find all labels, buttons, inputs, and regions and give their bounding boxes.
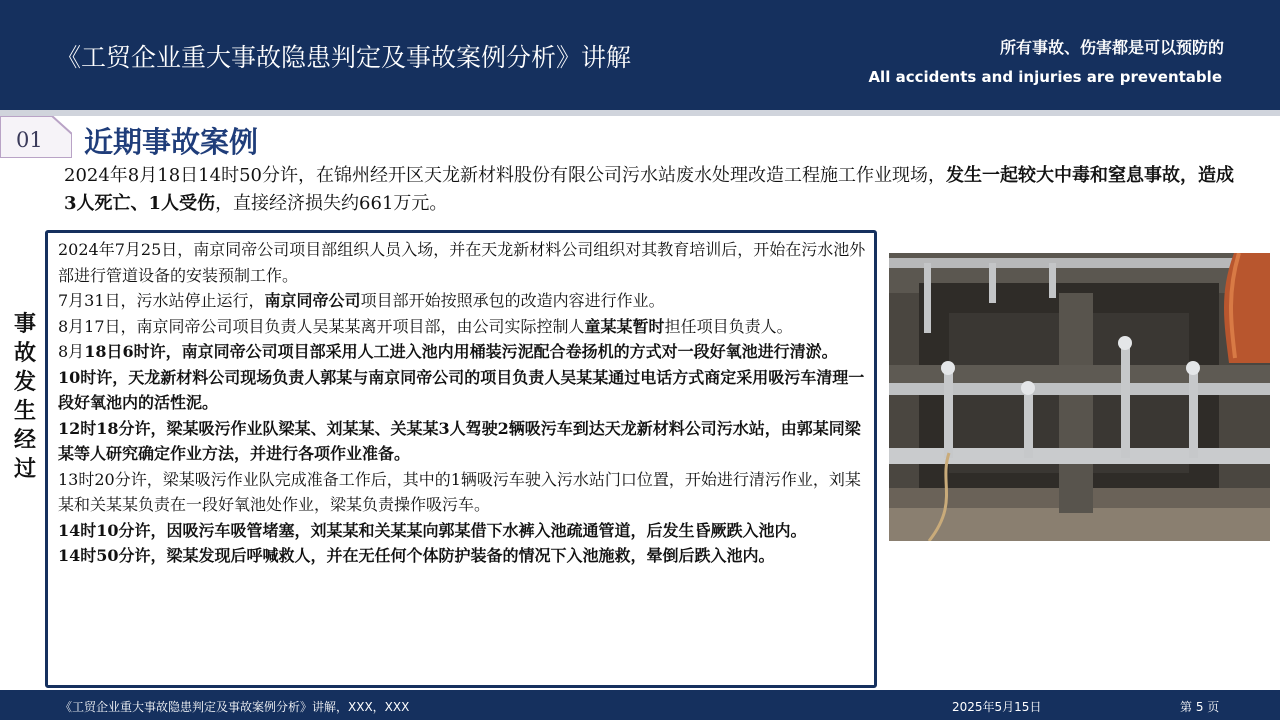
side-char: 经	[13, 427, 36, 453]
summary-highlight: 发生一起较大中毒和窒息事故，造成3人死亡、1人受伤	[64, 165, 1234, 214]
header-divider	[0, 110, 1280, 116]
side-char: 故	[13, 340, 36, 366]
side-char: 生	[13, 398, 36, 424]
slogan-english: All accidents and injuries are preventable	[868, 68, 1222, 86]
timeline-event: 14时50分许，梁某发现后呼喊救人，并在无任何个体防护装备的情况下入池施救，晕倒后跌入池内。	[58, 546, 775, 565]
section-title: 近期事故案例	[84, 125, 259, 159]
section-number: 01	[16, 128, 43, 152]
footer-title: 《工贸企业重大事故隐患判定及事故案例分析》讲解，XXX，XXX	[60, 700, 410, 714]
pipe-pool-illustration	[889, 253, 1270, 541]
summary-loss: ，直接经济损失约661万元。	[215, 193, 448, 214]
side-char: 过	[13, 456, 36, 482]
timeline-event: 2024年7月25日，南京同帝公司项目部组织人员入场，并在天龙新材料公司组织对其教育培训后，开始在污水池外部进行管道设备的安装预制工作。	[58, 240, 866, 285]
accident-site-photo	[889, 253, 1270, 541]
slogan-chinese: 所有事故、伤害都是可以预防的	[999, 38, 1224, 57]
timeline-event: 13时20分许，梁某吸污作业队完成准备工作后，其中的1辆吸污车驶入污水站门口位置，开始进行清污作业，刘某某和关某某负责在一段好氧池处作业，梁某负责操作吸污车。	[58, 469, 861, 514]
side-char: 事	[13, 311, 36, 337]
timeline-event: 10时许，天龙新材料公司现场负责人郭某与南京同帝公司的项目负责人吴某某通过电话方式商定采用吸污车清理一段好氧池内的活性泥。	[58, 367, 865, 412]
timeline-event: 8月17日，南京同帝公司项目负责人吴某某离开项目部，由公司实际控制人童某某暂时担任项目负责人。	[58, 316, 793, 336]
timeline-event: 12时18分许，梁某吸污作业队梁某、刘某某、关某某3人驾驶2辆吸污车到达天龙新材料公司污水站，由郭某同梁某等人研究确定作业方法，并进行各项作业准备。	[58, 418, 861, 463]
summary-text: 2024年8月18日14时50分许，在锦州经开区天龙新材料股份有限公司污水站废水处理改造工程施工作业现场，	[64, 165, 946, 186]
presentation-title: 《工贸企业重大事故隐患判定及事故案例分析》讲解	[56, 43, 632, 72]
timeline-event: 7月31日，污水站停止运行，南京同帝公司项目部开始按照承包的改造内容进行作业。	[58, 291, 665, 310]
accident-summary	[64, 162, 1234, 218]
footer-bar	[0, 690, 1280, 720]
header-bar	[0, 0, 1280, 110]
page-number: 第 5 页	[1180, 700, 1220, 714]
accident-timeline-box	[45, 230, 877, 688]
footer-date: 2025年5月15日	[952, 700, 1042, 714]
timeline-event: 8月18日6时许，南京同帝公司项目部采用人工进入池内用桶装污泥配合卷扬机的方式对一段好氧池进行清淤。	[58, 342, 838, 361]
side-char: 发	[13, 369, 36, 395]
process-side-label	[12, 310, 38, 484]
timeline-event: 14时10分许，因吸污车吸管堵塞，刘某某和关某某向郭某借下水裤入池疏通管道，后发生昏厥跌入池内。	[58, 520, 807, 540]
